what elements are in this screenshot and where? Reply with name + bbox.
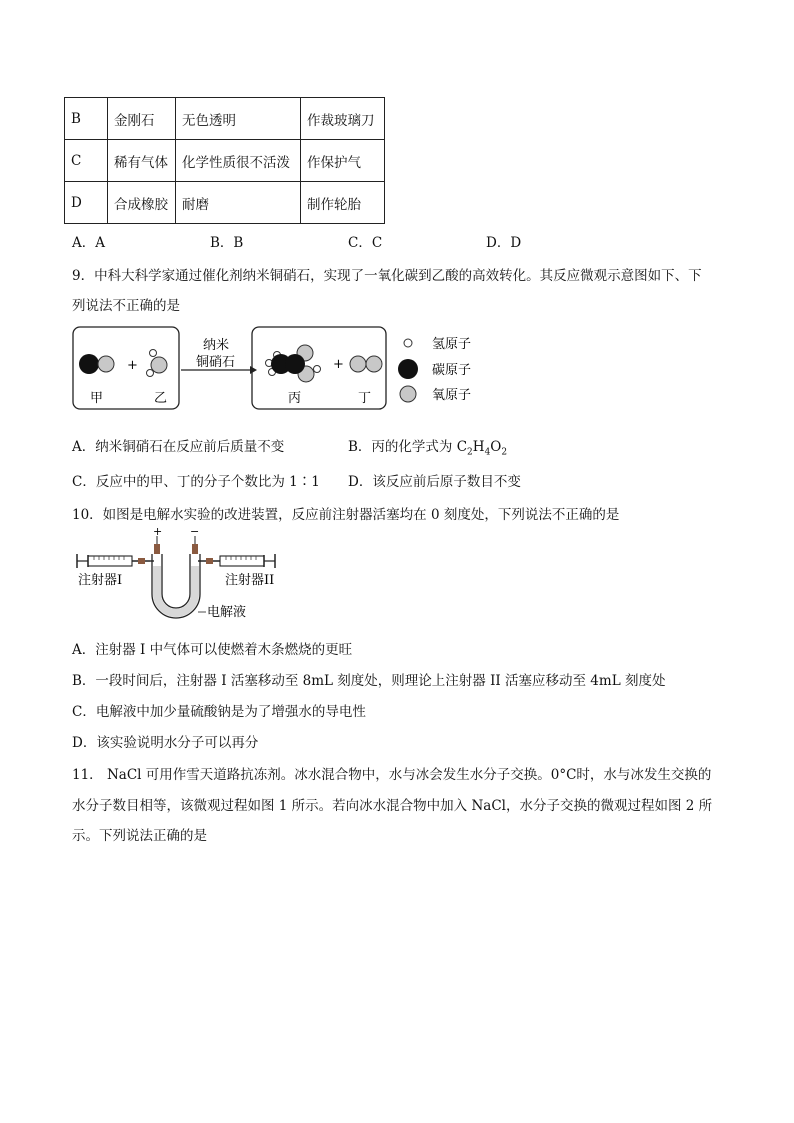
legend-hydrogen: 氢原子	[432, 337, 472, 352]
q9-choice-b-prefix: B．丙的化学式为 C	[348, 439, 468, 455]
q9-choice-b	[348, 435, 507, 458]
q9-choice-d: D．该反应前后原子数目不变	[348, 474, 521, 490]
options-table	[64, 97, 385, 224]
valve-icon	[138, 558, 145, 564]
table-row	[65, 182, 385, 224]
table-cell: 耐磨	[176, 182, 301, 224]
table-cell: 化学性质很不活泼	[176, 140, 301, 182]
electrolyte-label: 电解液	[207, 605, 247, 620]
table-cell: B	[65, 98, 108, 140]
q10-choice-b: B．一段时间后，注射器 I 活塞移动至 8mL 刻度处，则理论上注射器 II 活塞应移动至 4mL 刻度处	[72, 673, 666, 689]
legend-oxygen: 氧原子	[432, 388, 472, 403]
table-cell: 作裁玻璃刀	[301, 98, 385, 140]
q9-choice-b-o: O	[490, 439, 502, 455]
hydrogen-legend-icon	[404, 339, 412, 347]
catalyst-label-1: 纳米	[203, 338, 230, 353]
oxygen-atom-icon	[98, 356, 114, 372]
oxygen-atom-icon	[366, 356, 382, 372]
q10-stem: 10．如图是电解水实验的改进装置，反应前注射器活塞均在 0 刻度处，下列说法不正确的是	[72, 507, 620, 523]
hydrogen-atom-icon	[147, 370, 154, 377]
subscript: 2	[501, 447, 508, 458]
table-cell: C	[65, 140, 108, 182]
table-cell: 制作轮胎	[301, 182, 385, 224]
q8-choice-c: C．C	[348, 235, 383, 251]
q10-choice-a: A．注射器 I 中气体可以使燃着木条燃烧的更旺	[72, 642, 353, 658]
carbon-legend-icon	[398, 359, 418, 379]
table-row	[65, 98, 385, 140]
arrow-head-icon	[250, 366, 257, 374]
syringe-ii-label: 注射器II	[225, 573, 275, 588]
legend-carbon: 碳原子	[432, 363, 472, 378]
carbon-atom-icon	[79, 354, 99, 374]
hydrogen-atom-icon	[314, 366, 321, 373]
plus-sign: +	[127, 358, 138, 373]
table-cell: 合成橡胶	[108, 182, 176, 224]
table-row	[65, 140, 385, 182]
electrolyte-liquid	[153, 566, 199, 617]
table-cell: 无色透明	[176, 98, 301, 140]
table-cell: 作保护气	[301, 140, 385, 182]
catalyst-label-2: 铜硝石	[196, 355, 236, 370]
q10-choice-c: C．电解液中加少量硫酸钠是为了增强水的导电性	[72, 704, 366, 720]
q10-choice-d: D．该实验说明水分子可以再分	[72, 735, 259, 751]
syringe-ii-barrel	[220, 556, 264, 566]
oxygen-atom-icon	[151, 357, 167, 373]
valve-icon	[206, 558, 213, 564]
minus-terminal: −	[190, 526, 200, 538]
q9-choice-b-h: H	[472, 439, 485, 455]
q11-line3: 示。下列说法正确的是	[72, 828, 207, 844]
q9-stem-line2: 列说法不正确的是	[72, 298, 180, 314]
q8-choice-d: D．D	[486, 235, 522, 251]
q9-stem-line1: 9．中科大科学家通过催化剂纳米铜硝石，实现了一氧化碳到乙酸的高效转化。其反应微观示意图如下、下	[72, 268, 702, 284]
table-cell: 金刚石	[108, 98, 176, 140]
oxygen-legend-icon	[400, 386, 416, 402]
syringe-i-barrel	[88, 556, 132, 566]
plus-sign: +	[333, 357, 344, 372]
q11-line2: 水分子数目相等，该微观过程如图 1 所示。若向冰水混合物中加入 NaCl，水分子交换的微观过程如图 2 所	[72, 798, 713, 814]
subscript: 2	[467, 447, 473, 458]
plus-terminal: +	[153, 526, 163, 538]
q8-choice-a: A．A	[72, 235, 105, 251]
oxygen-atom-icon	[350, 356, 366, 372]
hydrogen-atom-icon	[150, 350, 157, 357]
reaction-diagram	[70, 322, 490, 414]
q9-choice-c: C．反应中的甲、丁的分子个数比为 1∶1	[72, 474, 320, 490]
table-cell: 稀有气体	[108, 140, 176, 182]
label-bing: 丙	[288, 391, 302, 406]
table-cell: D	[65, 182, 108, 224]
electrolysis-apparatus	[70, 526, 300, 626]
electrode-minus	[192, 544, 198, 554]
subscript: 4	[484, 447, 491, 458]
q8-choice-b: B．B	[210, 235, 244, 251]
q11-line1: 11． NaCl 可用作雪天道路抗冻剂。冰水混合物中，水与冰会发生水分子交换。0°C时，水与冰发生交换的	[72, 767, 712, 783]
label-yi: 乙	[154, 391, 168, 406]
label-jia: 甲	[90, 391, 104, 406]
label-ding: 丁	[358, 391, 372, 406]
carbon-atom-icon	[285, 354, 305, 374]
electrode-plus	[154, 544, 160, 554]
q9-choice-a: A．纳米铜硝石在反应前后质量不变	[72, 439, 285, 455]
syringe-i-label: 注射器I	[78, 573, 123, 588]
